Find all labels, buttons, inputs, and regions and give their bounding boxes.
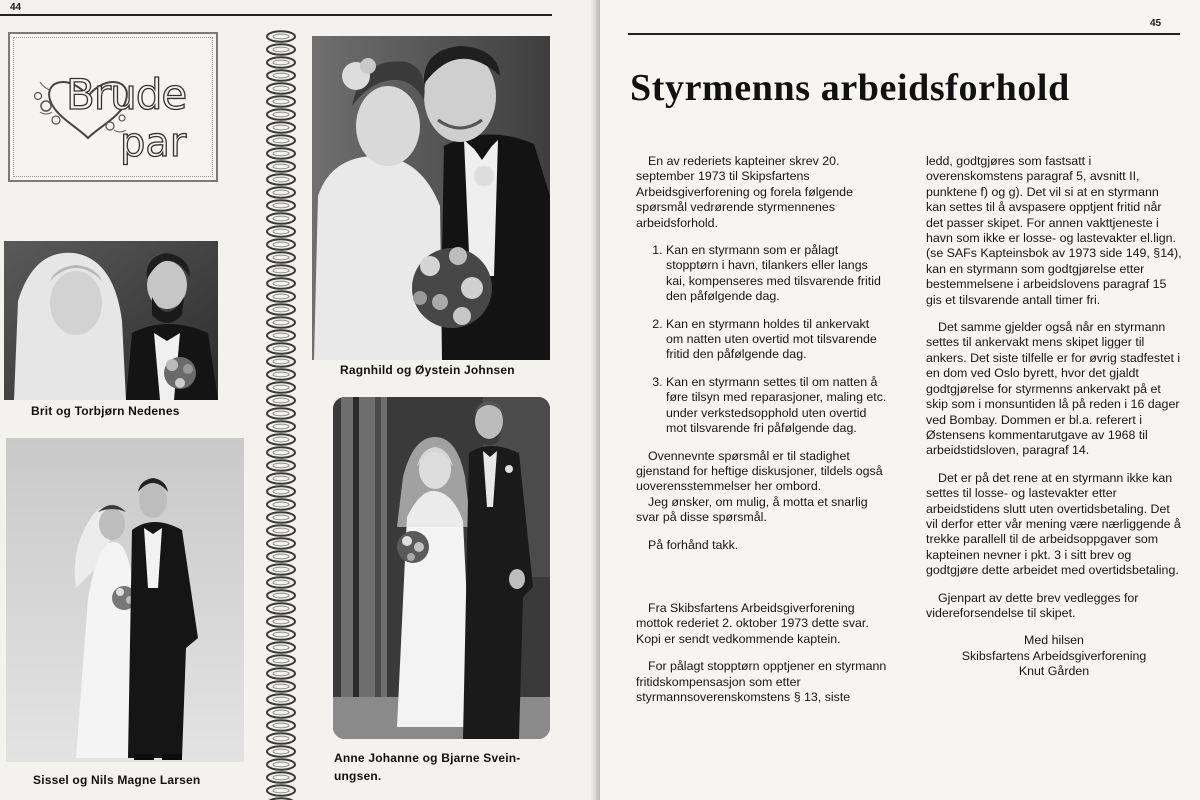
letter-paragraph: Ovennevnte spørsmål er til stadighet gjenstand for heftige diskusjoner, tildels også uoverensstemmelser her ombord.: [636, 448, 883, 494]
logo-word-brude: Brude: [66, 70, 187, 119]
letter-closing: På forhånd takk.: [648, 537, 739, 552]
page-number-right: 45: [1150, 18, 1162, 29]
reply-intro: Fra Skibsfartens Arbeidsgiverforening mottok rederiet 2. oktober 1973 dette svar. Kopi er sendt vedkommende kaptein.: [636, 600, 869, 646]
reply-paragraph: ledd, godtgjøres som fastsatt i overenskomstens paragraf 5, avsnitt II, punktene f) og g). Det vil si at en styrmann kan settes til å avspasere opptjent fritid når det passer skipet. For annen vakttjeneste i havn som ikke er losse- og lastevakter el.lign. (se SAFs Kapteinsbok av 1973 side 149, §14), kan en styrmann som godtgjørelse etter bestemmelsene i arbeidslovens paragraf 15 gis et tilsvarende antall timer fri.: [926, 154, 1182, 307]
signature-name: Knut Gården: [1018, 664, 1090, 679]
signature-greeting: Med hilsen: [1024, 633, 1084, 648]
left-page: [0, 0, 596, 800]
caption-brit-torbjorn: Brit og Torbjørn Nedenes: [31, 404, 180, 418]
article-title: Styrmenns arbeidsforhold: [630, 67, 1070, 109]
caption-anne-bjarne-line2: ungsen.: [334, 769, 382, 783]
caption-ragnhild-oystein: Ragnhild og Øystein Johnsen: [340, 363, 515, 377]
page-number-left: 44: [10, 2, 22, 13]
reply-paragraph: Det er på det rene at en styrmann ikke kan settes til losse- og lastevakter etter arbeidstidens slutt uten overtidsbetaling. Det vil derfor etter vår mening være nærliggende å trekke parallell til de arbeidsoppgaver som kapteinen nevner i pkt. 3 i sitt brev og godtgjøre dette arbeidet med overtidsbetaling.: [926, 470, 1181, 578]
question-item: 3. Kan en styrmann settes til om natten å føre tilsyn med reparasjoner, maling etc. under verkstedsopphold uten overtid mot tilsvarende fri påfølgende dag.: [666, 375, 888, 437]
photo-sissel-nils: [6, 438, 244, 762]
top-rule-right: [628, 33, 1180, 35]
top-rule-left: [0, 14, 552, 16]
question-list: [636, 243, 888, 436]
article-column-1: [636, 154, 888, 717]
decorative-chain-border: [262, 30, 300, 800]
photo-brit-torbjorn: [4, 241, 218, 400]
question-item: 2. Kan en styrmann holdes til ankervakt om natten uten overtid mot tilsvarende fritid den påfølgende dag.: [666, 317, 888, 363]
reply-paragraph: For pålagt stopptørn opptjener en styrmann fritidskompensasjon som etter styrmannsoverenskomstens § 13, siste: [636, 659, 887, 704]
logo-word-par: par: [120, 120, 187, 166]
question-item: 1. Kan en styrmann som er pålagt stopptørn i havn, tilankers eller langs kai, kompenseres med tilsvarende fritid den påfølgende dag.: [666, 243, 888, 305]
caption-sissel-nils: Sissel og Nils Magne Larsen: [33, 773, 201, 787]
photo-ragnhild-oystein: [312, 36, 550, 360]
signature-organization: Skibsfartens Arbeidsgiverforening: [961, 648, 1147, 663]
article-column-2: [926, 154, 1182, 680]
letter-paragraph: Jeg ønsker, om mulig, å motta et snarlig svar på disse spørsmål.: [636, 494, 868, 525]
letter-intro: En av rederiets kapteiner skrev 20. september 1973 til Skipsfartens Arbeidsgiverforening og forela følgende spørsmål vedrørende styrmennenes arbeidsforhold.: [636, 154, 853, 230]
brudepar-logo: [8, 32, 218, 182]
reply-paragraph: Gjenpart av dette brev vedlegges for videreforsendelse til skipet.: [926, 590, 1139, 620]
reply-paragraph: Det samme gjelder også når en styrmann settes til ankervakt mens skipet ligger til ankers. Det siste tilfelle er for øvrig stadfestet i en dom ved Oslo byrett, hvor det gjaldt godtgjørelse for styrmenns ankervakt på et skip som i monsuntiden lå på reden i 16 dager ved Bombay. Dommen er bl.a. referert i Østensens kommentarutgave av 1968 til arbeidstidsloven, paragraf 14.: [926, 320, 1181, 458]
photo-anne-bjarne: [333, 397, 550, 739]
caption-anne-bjarne-line1: Anne Johanne og Bjarne Svein-: [334, 751, 521, 765]
